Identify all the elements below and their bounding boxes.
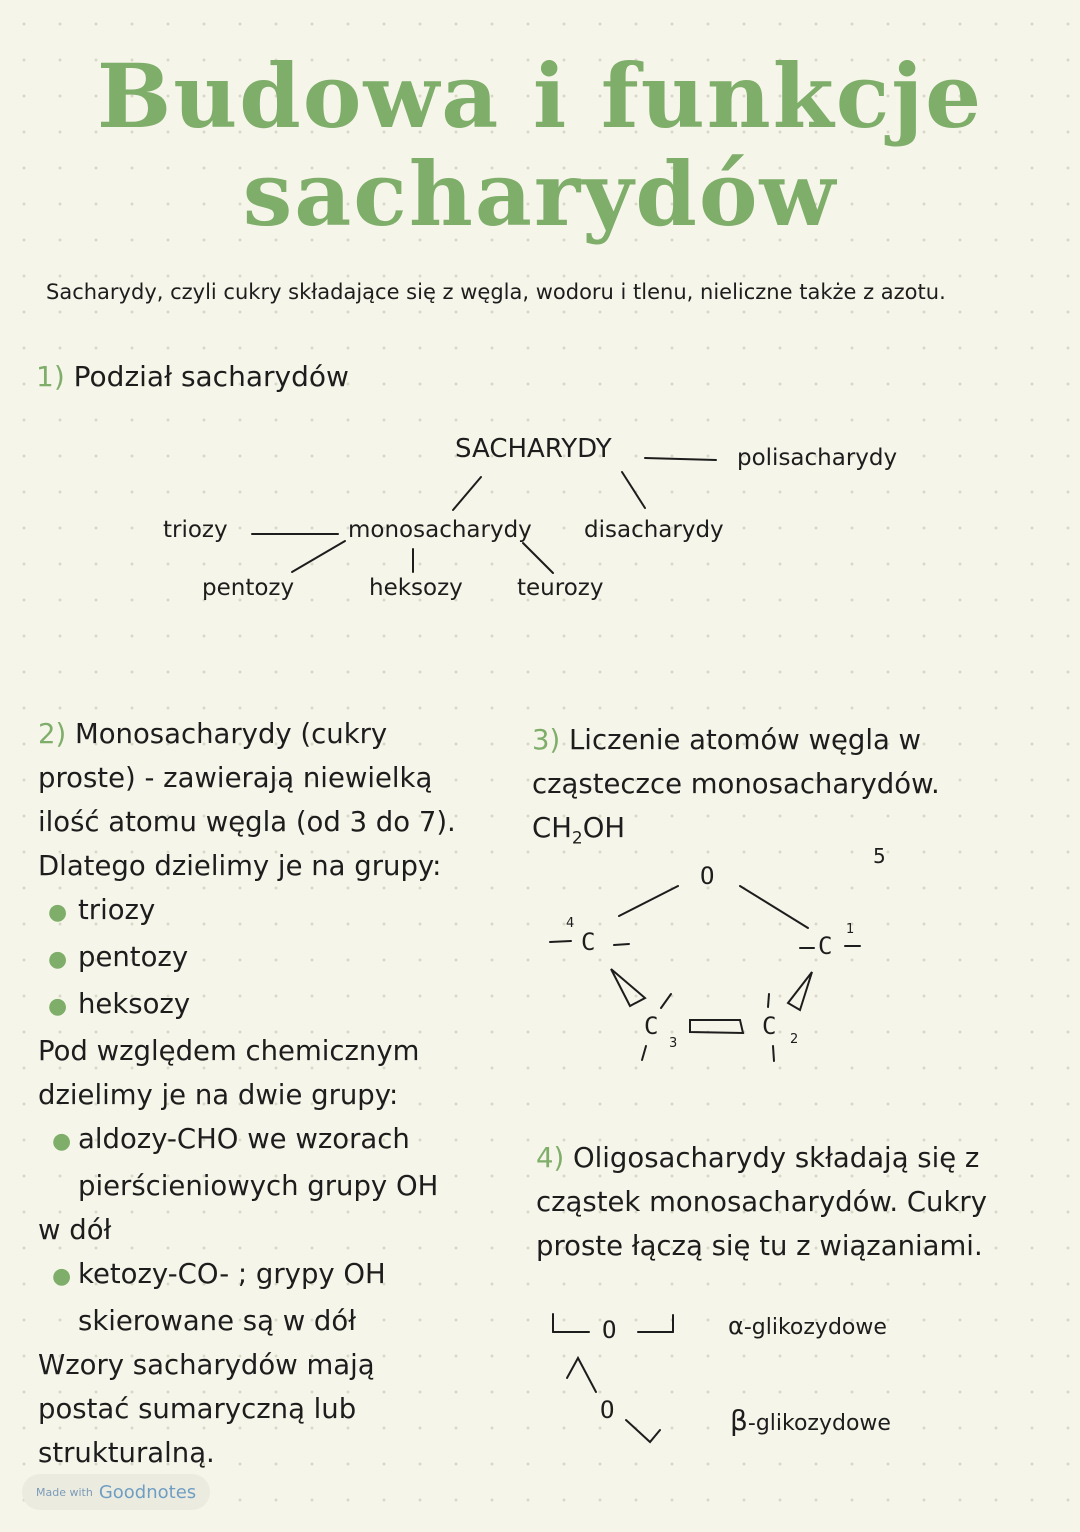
group-label: triozy bbox=[78, 894, 156, 926]
bond-c4-left bbox=[550, 941, 571, 942]
bond-c4-right bbox=[614, 944, 629, 945]
aldozy-line: w dół bbox=[38, 1214, 112, 1246]
section4-line: proste łączą się tu z wiązaniami. bbox=[536, 1230, 983, 1262]
beta-label: -glikozydowe bbox=[747, 1411, 891, 1436]
wedge-c1-c2 bbox=[788, 972, 812, 1010]
section2-line: Wzory sacharydów mają bbox=[38, 1349, 375, 1381]
diagram-pentozy: pentozy bbox=[202, 575, 295, 601]
ring-number-4: 4 bbox=[566, 916, 575, 931]
ketozy-line: skierowane są w dół bbox=[78, 1305, 357, 1337]
section4-line: Oligosacharydy składają się z bbox=[572, 1142, 980, 1174]
ring-oxygen: O bbox=[700, 862, 715, 890]
diagram-heksozy: heksozy bbox=[369, 575, 463, 601]
formula-part: CH bbox=[532, 812, 572, 844]
diagram-polisacharydy: polisacharydy bbox=[737, 445, 898, 471]
ring-carbon-2: C bbox=[762, 1012, 777, 1040]
wedge-c4-c3 bbox=[611, 969, 645, 1006]
ring-carbon-4: C bbox=[581, 928, 596, 956]
formula-sub: 2 bbox=[571, 828, 583, 849]
section3-line: Liczenie atomów węgla w bbox=[568, 724, 922, 756]
alpha-bond-oxygen: O bbox=[602, 1316, 617, 1344]
bullet-icon: ● bbox=[48, 994, 68, 1019]
ring-number-2: 2 bbox=[790, 1032, 799, 1047]
section2-line: dzielimy je na dwie grupy: bbox=[38, 1079, 399, 1111]
section2-line: postać sumaryczną lub bbox=[38, 1393, 357, 1425]
group-label: pentozy bbox=[78, 941, 189, 973]
badge-brand: Goodnotes bbox=[98, 1481, 197, 1503]
intro-text: Sacharydy, czyli cukry składające się z węgla, wodoru i tlenu, nieliczne także z azotu. bbox=[46, 280, 946, 304]
bullet-icon: ● bbox=[52, 1129, 72, 1154]
section2-number: 2) bbox=[38, 718, 67, 750]
section1-title: Podział sacharydów bbox=[73, 360, 349, 393]
section2-line: proste) - zawierają niewielką bbox=[38, 762, 433, 794]
bullet-icon: ● bbox=[48, 947, 68, 972]
aldozy-line: aldozy-CHO we wzorach bbox=[78, 1123, 410, 1155]
section3-line: cząsteczce monosacharydów. bbox=[532, 768, 940, 800]
bond-c3-up bbox=[661, 994, 671, 1008]
section2-line: Pod względem chemicznym bbox=[38, 1035, 420, 1067]
ketozy-line: ketozy-CO- ; grypy OH bbox=[78, 1258, 386, 1290]
section2-line: Monosacharydy (cukry bbox=[74, 718, 388, 750]
page-title-line2: sacharydów bbox=[242, 142, 838, 246]
line-root-mono bbox=[453, 477, 481, 510]
bond-c4-o bbox=[619, 886, 678, 916]
section4-line: cząstek monosacharydów. Cukry bbox=[536, 1186, 987, 1218]
ring-carbon-3: C bbox=[644, 1012, 659, 1040]
section4-number: 4) bbox=[536, 1142, 565, 1174]
bond-c3-down bbox=[642, 1046, 646, 1060]
section3-number: 3) bbox=[532, 724, 561, 756]
diagram-monosacharydy: monosacharydy bbox=[348, 517, 532, 543]
goodnotes-badge[interactable] bbox=[22, 1474, 210, 1510]
bond-c2-up bbox=[768, 994, 769, 1007]
aldozy-line: pierścieniowych grupy OH bbox=[78, 1170, 439, 1202]
beta-bond-right bbox=[626, 1420, 660, 1442]
bullet-icon: ● bbox=[52, 1264, 72, 1289]
line-mono-pentozy bbox=[292, 541, 345, 572]
page-title-line1: Budowa i funkcje bbox=[96, 44, 984, 148]
section1-number: 1) bbox=[36, 360, 65, 393]
ring-number-5: 5 bbox=[873, 844, 886, 868]
line-root-di bbox=[622, 472, 645, 508]
diagram-teurozy: teurozy bbox=[517, 575, 604, 601]
line-mono-teurozy bbox=[523, 543, 553, 573]
ring-number-1: 1 bbox=[846, 922, 855, 937]
formula-part: OH bbox=[582, 812, 626, 844]
alpha-symbol: α bbox=[728, 1312, 744, 1340]
beta-bond-left bbox=[567, 1358, 596, 1392]
section2-line: ilość atomu węgla (od 3 do 7). bbox=[38, 806, 456, 838]
wedge-c3-c2 bbox=[690, 1020, 743, 1033]
badge-made-with: Made with bbox=[36, 1485, 93, 1499]
ring-number-3: 3 bbox=[669, 1036, 678, 1051]
section2-line: Dlatego dzielimy je na grupy: bbox=[38, 850, 442, 882]
section2-line: strukturalną. bbox=[38, 1437, 215, 1469]
bond-o-c1 bbox=[740, 886, 808, 928]
alpha-label: -glikozydowe bbox=[743, 1315, 887, 1340]
bullet-icon: ● bbox=[48, 900, 68, 925]
bond-c2-down bbox=[773, 1046, 774, 1061]
diagram-disacharydy: disacharydy bbox=[584, 517, 724, 543]
diagram-triozy: triozy bbox=[163, 517, 228, 543]
group-label: heksozy bbox=[78, 988, 191, 1020]
ring-carbon-1: C bbox=[818, 932, 833, 960]
diagram-root: SACHARYDY bbox=[455, 434, 612, 464]
beta-symbol: β bbox=[730, 1404, 748, 1437]
beta-bond-oxygen: O bbox=[600, 1396, 615, 1424]
line-root-poly bbox=[645, 458, 716, 460]
